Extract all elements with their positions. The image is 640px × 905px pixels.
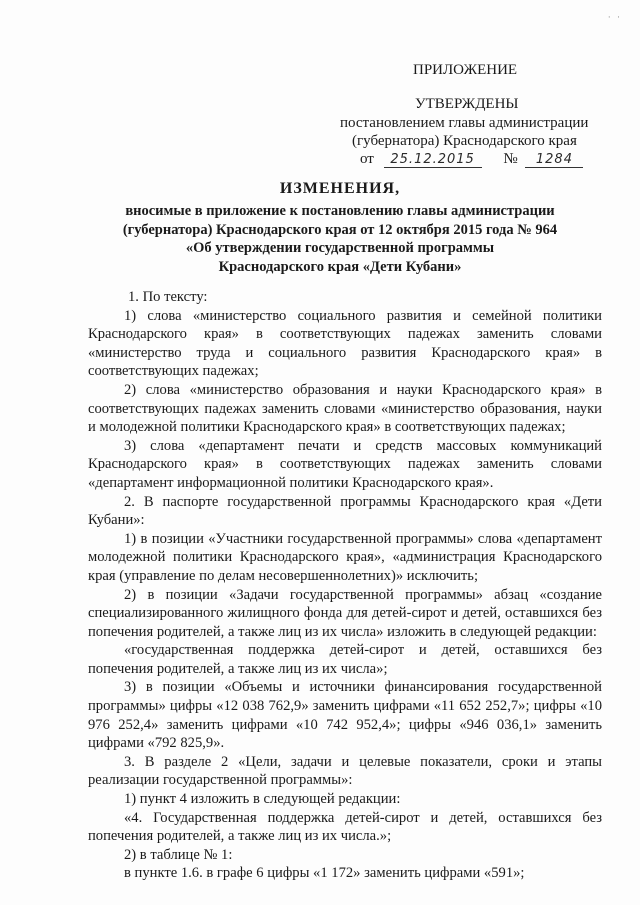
approved-label: УТВЕРЖДЕНЫ [415, 96, 519, 112]
heading-title: ИЗМЕНЕНИЯ, [279, 180, 401, 197]
paragraph: 1) слова «министерство социального развития и семейной политики Краснодарского края» в соответствующих падежах заменить словами «министерство труда и социального развития Краснодарского края» в соответствующих падежах; [88, 307, 602, 380]
handwritten-number: 1284 [525, 152, 583, 168]
paragraph: 3) слова «департамент печати и средств массовых коммуникаций Краснодарского края» в соответствующих падежах заменить словами «департамент информационной политики Краснодарского края». [88, 437, 602, 491]
handwritten-date: 25.12.2015 [384, 152, 482, 168]
paragraph: 2) в позиции «Задачи государственной программы» абзац «создание специализированного жилищного фонда для детей-сирот и детей, оставшихся без попечения родителей, а также лиц из их числа» изложить в следующей редакции: [88, 586, 602, 640]
date-prefix: от [360, 151, 374, 167]
heading-subtitle-line: Краснодарского края «Дети Кубани» [218, 258, 462, 275]
document-heading [0, 180, 640, 276]
heading-subtitle-line: вносимые в приложение к постановлению главы администрации [125, 203, 555, 219]
governor-line: (губернатора) Краснодарского края [352, 133, 577, 149]
paragraph: в пункте 1.6. в графе 6 цифры «1 172» заменить цифрами «591»; [124, 865, 525, 882]
date-number-row [360, 151, 583, 168]
paragraph: «4. Государственная поддержка детей-сирот и детей, оставшихся без попечения родителей, а также лиц из их числа.»; [88, 809, 602, 845]
paragraph: 3. В разделе 2 «Цели, задачи и целевые показатели, сроки и этапы реализации государственной программы»: [88, 753, 602, 789]
heading-subtitle [40, 202, 640, 276]
paragraph: 3) в позиции «Объемы и источники финансирования государственной программы» цифры «12 038 762,9» заменить цифрами «11 652 252,7»; цифры «10 976 252,4» заменить цифрами «10 742 952,4»; цифры «946 036,1» заменить цифрами «792 825,9». [88, 679, 602, 752]
paragraph: 2. В паспорте государственной программы Краснодарского края «Дети Кубани»: [88, 493, 602, 529]
paragraph: «государственная поддержка детей-сирот и детей, оставшихся без попечения родителей, а также лиц из их числа»; [88, 642, 602, 677]
paragraph: 1) в позиции «Участники государственной программы» слова «департамент молодежной политики Краснодарского края», «администрация Краснодарского края (управление по делам несовершеннолетних)» исключить; [88, 530, 602, 584]
appendix-title: ПРИЛОЖЕНИЕ [413, 62, 518, 78]
decree-line: постановлением главы администрации [340, 115, 589, 131]
paragraph: 2) в таблице № 1: [124, 846, 233, 863]
heading-subtitle-line: (губернатора) Краснодарского края от 12 октября 2015 года № 964 [122, 221, 558, 238]
paragraph: 1) пункт 4 изложить в следующей редакции: [124, 791, 401, 808]
scan-artifact: · · [607, 12, 622, 22]
paragraph: 2) слова «министерство образования и науки Краснодарского края» в соответствующих падежах заменить словами «министерство образования, науки и молодежной политики Краснодарского края» в соответствующих падежах; [88, 381, 602, 436]
paragraph: 1. По тексту: [128, 289, 208, 305]
document-body [88, 288, 602, 883]
heading-subtitle-line: «Об утверждении государственной программы [185, 240, 495, 257]
number-prefix: № [503, 151, 518, 167]
